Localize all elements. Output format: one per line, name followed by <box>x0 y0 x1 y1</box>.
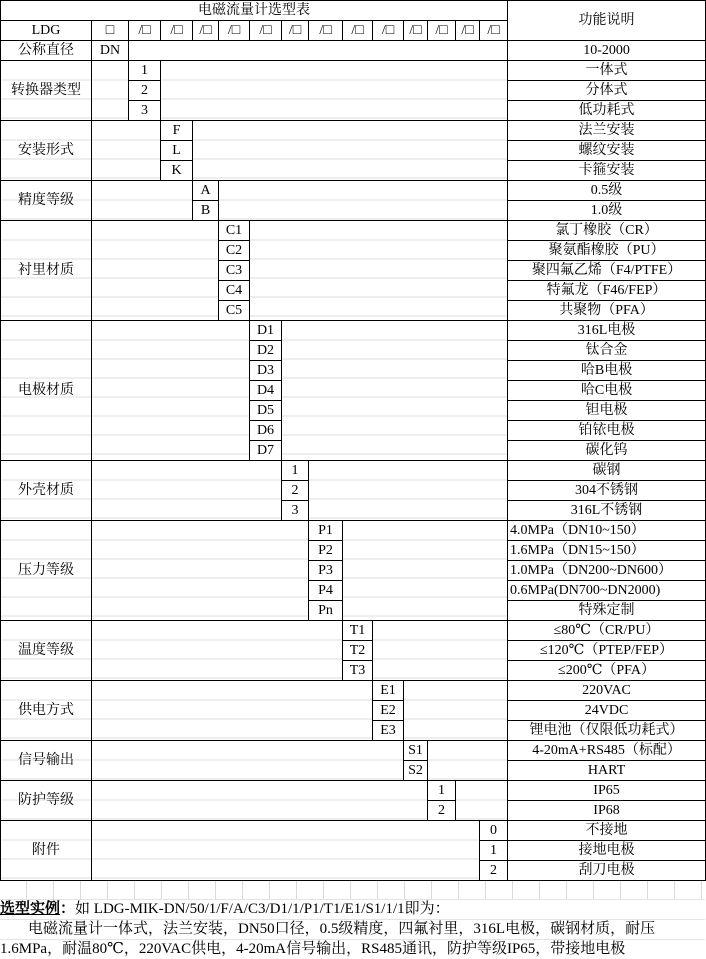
filler-cell <box>250 221 508 321</box>
code-cell: T1 <box>343 621 373 641</box>
section-label: 防护等级 <box>1 781 92 821</box>
example-heading: 选型实例 <box>0 901 61 917</box>
example-heading-line <box>0 899 705 919</box>
desc-cell: 钛合金 <box>508 341 706 361</box>
code-cell: F <box>161 121 193 141</box>
desc-cell: 接地电极 <box>508 841 706 861</box>
code-cell: K <box>161 161 193 181</box>
filler-cell <box>92 781 428 821</box>
code-cell: B <box>193 201 219 221</box>
code-cell: D6 <box>250 421 282 441</box>
code-cell: P3 <box>309 561 343 581</box>
desc-cell: 4-20mA+RS485（标配） <box>508 741 706 761</box>
section-label: 信号输出 <box>1 741 92 781</box>
filler-cell <box>92 121 161 181</box>
desc-cell: 聚氨酯橡胶（PU） <box>508 241 706 261</box>
desc-cell: 法兰安装 <box>508 121 706 141</box>
filler-cell <box>456 781 508 821</box>
section-label: 衬里材质 <box>1 221 92 321</box>
desc-cell: 共聚物（PFA） <box>508 301 706 321</box>
code-cell: C4 <box>219 281 250 301</box>
code-cell: 2 <box>480 861 508 881</box>
desc-cell: 一体式 <box>508 61 706 81</box>
desc-cell: 卡箍安装 <box>508 161 706 181</box>
ldg-slash-cell: /□ <box>480 21 508 41</box>
desc-cell: 0.5级 <box>508 181 706 201</box>
code-cell: 2 <box>428 801 456 821</box>
section-label: 温度等级 <box>1 621 92 681</box>
ldg-box-cell: □ <box>92 21 129 41</box>
filler-cell <box>428 741 508 781</box>
ldg-slash-cell: /□ <box>161 21 193 41</box>
desc-cell: 钽电极 <box>508 401 706 421</box>
function-column-header: 功能说明 <box>508 1 706 41</box>
filler-cell <box>92 741 404 781</box>
code-cell: 0 <box>480 821 508 841</box>
code-cell: Pn <box>309 601 343 621</box>
filler-cell <box>193 121 508 181</box>
desc-cell: IP68 <box>508 801 706 821</box>
code-cell: P4 <box>309 581 343 601</box>
desc-cell: ≤200℃（PFA） <box>508 661 706 681</box>
code-cell: 1 <box>480 841 508 861</box>
desc-cell: 10-2000 <box>508 41 706 61</box>
desc-cell: 1.0级 <box>508 201 706 221</box>
example-line-2: 电磁流量计一体式，法兰安装，DN50口径，0.5级精度，四氟衬里，316L电极，碳钢材质，耐压 <box>0 919 705 939</box>
code-cell: D5 <box>250 401 282 421</box>
filler-cell <box>92 321 250 461</box>
code-cell: C5 <box>219 301 250 321</box>
section-label: 安装形式 <box>1 121 92 181</box>
ldg-slash-cell: /□ <box>219 21 250 41</box>
desc-cell: 刮刀电极 <box>508 861 706 881</box>
code-cell: A <box>193 181 219 201</box>
desc-cell: 低功耗式 <box>508 101 706 121</box>
ldg-slash-cell: /□ <box>193 21 219 41</box>
code-cell: D2 <box>250 341 282 361</box>
desc-cell: 0.6MPa(DN700~DN2000) <box>508 581 706 601</box>
desc-cell: 316L不锈钢 <box>508 501 706 521</box>
code-cell: P2 <box>309 541 343 561</box>
desc-cell: 碳钢 <box>508 461 706 481</box>
desc-cell: 螺纹安装 <box>508 141 706 161</box>
desc-cell: 特殊定制 <box>508 601 706 621</box>
filler-cell <box>92 461 282 521</box>
section-label: 供电方式 <box>1 681 92 741</box>
code-cell: L <box>161 141 193 161</box>
code-cell: DN <box>92 41 129 61</box>
desc-cell: 特氟龙（F46/FEP） <box>508 281 706 301</box>
ldg-label: LDG <box>1 21 92 41</box>
ldg-slash-cell: /□ <box>373 21 404 41</box>
code-cell: 2 <box>282 481 309 501</box>
filler-cell <box>129 41 508 61</box>
desc-cell: 哈C电极 <box>508 381 706 401</box>
ldg-slash-cell: /□ <box>404 21 428 41</box>
section-label: 电极材质 <box>1 321 92 461</box>
filler-cell <box>309 461 508 521</box>
desc-cell: 分体式 <box>508 81 706 101</box>
section-label: 附件 <box>1 821 92 881</box>
desc-cell: ≤80℃（CR/PU） <box>508 621 706 641</box>
section-label: 外壳材质 <box>1 461 92 521</box>
example-line-3: 1.6MPa，耐温80℃，220VAC供电，4-20mA信号输出，RS485通讯，防护等级IP65，带接地电极 <box>0 939 705 959</box>
desc-cell: 锂电池（仅限低功耗式） <box>508 721 706 741</box>
filler-cell <box>161 61 508 121</box>
section-label: 压力等级 <box>1 521 92 621</box>
code-cell: S2 <box>404 761 428 781</box>
code-cell: S1 <box>404 741 428 761</box>
ldg-slash-cell: /□ <box>456 21 480 41</box>
ldg-slash-cell: /□ <box>250 21 282 41</box>
desc-cell: 1.0MPa（DN200~DN600） <box>508 561 706 581</box>
code-cell: 3 <box>282 501 309 521</box>
code-cell: D3 <box>250 361 282 381</box>
desc-cell: 304不锈钢 <box>508 481 706 501</box>
filler-cell <box>282 321 508 461</box>
code-cell: P1 <box>309 521 343 541</box>
desc-cell: 220VAC <box>508 681 706 701</box>
desc-cell: 哈B电极 <box>508 361 706 381</box>
ldg-slash-cell: /□ <box>343 21 373 41</box>
code-cell: D7 <box>250 441 282 461</box>
code-cell: C3 <box>219 261 250 281</box>
ldg-slash-cell: /□ <box>428 21 456 41</box>
example-intro: 如 LDG-MIK-DN/50/1/F/A/C3/D1/1/P1/T1/E1/S1/1/1即为： <box>75 901 450 917</box>
code-cell: T3 <box>343 661 373 681</box>
filler-cell <box>92 61 129 121</box>
code-cell: E1 <box>373 681 404 701</box>
code-cell: C1 <box>219 221 250 241</box>
filler-cell <box>92 521 309 621</box>
filler-cell <box>373 621 508 681</box>
desc-cell: 氯丁橡胶（CR） <box>508 221 706 241</box>
desc-cell: 聚四氟乙烯（F4/PTFE） <box>508 261 706 281</box>
filler-cell <box>92 621 343 681</box>
section-label: 公称直径 <box>1 41 92 61</box>
ldg-slash-cell: /□ <box>309 21 343 41</box>
desc-cell: 24VDC <box>508 701 706 721</box>
code-cell: 3 <box>129 101 161 121</box>
ldg-slash-cell: /□ <box>282 21 309 41</box>
filler-cell <box>92 221 219 321</box>
desc-cell: 1.6MPa（DN15~150） <box>508 541 706 561</box>
filler-cell <box>92 681 373 741</box>
code-cell: 1 <box>282 461 309 481</box>
example-heading-colon: ： <box>60 901 76 917</box>
desc-cell: ≤120℃（PTEP/FEP） <box>508 641 706 661</box>
desc-cell: IP65 <box>508 781 706 801</box>
code-cell: C2 <box>219 241 250 261</box>
desc-cell: HART <box>508 761 706 781</box>
code-cell: 1 <box>428 781 456 801</box>
code-cell: T2 <box>343 641 373 661</box>
code-cell: D1 <box>250 321 282 341</box>
code-cell: E3 <box>373 721 404 741</box>
filler-cell <box>343 521 508 621</box>
code-cell: D4 <box>250 381 282 401</box>
filler-cell <box>92 181 193 221</box>
spreadsheet-gridline-strip <box>0 881 705 899</box>
code-cell: 1 <box>129 61 161 81</box>
desc-cell: 不接地 <box>508 821 706 841</box>
table-title: 电磁流量计选型表 <box>1 1 508 21</box>
code-cell: E2 <box>373 701 404 721</box>
filler-cell <box>404 681 508 741</box>
ldg-slash-cell: /□ <box>129 21 161 41</box>
filler-cell <box>219 181 508 221</box>
desc-cell: 铂铱电极 <box>508 421 706 441</box>
section-label: 精度等级 <box>1 181 92 221</box>
desc-cell: 4.0MPa（DN10~150） <box>508 521 706 541</box>
desc-cell: 316L电极 <box>508 321 706 341</box>
code-cell: 2 <box>129 81 161 101</box>
filler-cell <box>92 821 480 881</box>
desc-cell: 碳化钨 <box>508 441 706 461</box>
section-label: 转换器类型 <box>1 61 92 121</box>
